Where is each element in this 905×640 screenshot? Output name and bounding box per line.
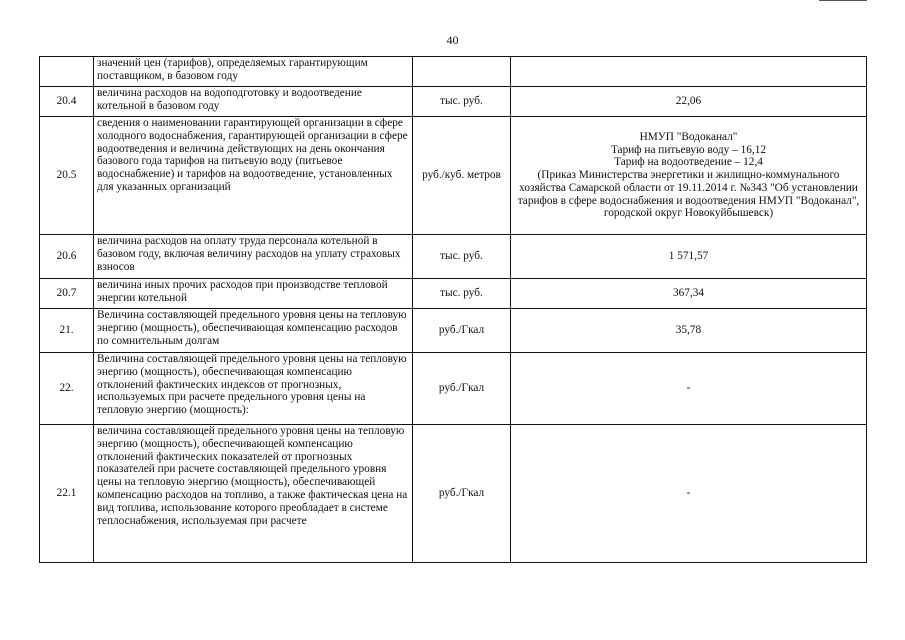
order-reference: (Приказ Министерства энергетики и жилищно-коммунального хозяйства Самарской области от 19.11.2014 г. №343 "Об установлении тарифов в сфере водоснабжения и водоотведения НМУП "Водоканал", городской округ Новокуйбышевск) [517, 169, 860, 220]
table-row [40, 117, 867, 235]
row-number: 20.6 [40, 235, 94, 279]
row-unit: руб./Гкал [413, 425, 511, 563]
row-unit: руб./Гкал [413, 309, 511, 353]
row-number [40, 57, 94, 87]
table-row [40, 87, 867, 117]
tariff-table [39, 56, 867, 563]
drinking-water-tariff: Тариф на питьевую воду – 16,12 [610, 143, 767, 156]
row-unit: тыс. руб. [413, 235, 511, 279]
row-description: величина расходов на водоподготовку и водоотведение котельной в базовом году [94, 87, 413, 117]
row-value: 1 571,57 [511, 235, 867, 279]
table-row [40, 425, 867, 563]
row-number: 20.7 [40, 279, 94, 309]
row-value: - [511, 425, 867, 563]
row-number: 21. [40, 309, 94, 353]
table-row [40, 309, 867, 353]
table-row [40, 235, 867, 279]
row-unit [413, 57, 511, 87]
row-value: 22,06 [511, 87, 867, 117]
row-description: Величина составляющей предельного уровня цены на тепловую энергию (мощность), обеспечивающая компенсацию отклонений фактических индексов от прогнозных, используемых при расчете предельного уровня цены на тепловую энергию (мощность): [94, 353, 413, 425]
row-unit: тыс. руб. [413, 279, 511, 309]
row-value [511, 117, 867, 235]
table-row [40, 353, 867, 425]
row-description: величина иных прочих расходов при производстве тепловой энергии котельной [94, 279, 413, 309]
row-number: 20.5 [40, 117, 94, 235]
row-value: 35,78 [511, 309, 867, 353]
row-value: - [511, 353, 867, 425]
row-unit: руб./куб. метров [413, 117, 511, 235]
row-value: 367,34 [511, 279, 867, 309]
row-unit: руб./Гкал [413, 353, 511, 425]
table-row [40, 279, 867, 309]
row-description: сведения о наименовании гарантирующей организации в сфере холодного водоснабжения, гарантирующей организации в сфере водоотведения и величина действующих на день окончания базового года тарифов на питьевую воду (питьевое водоснабжение) и тарифов на водоотведение, установленных для указанных организаций [94, 117, 413, 235]
table-row [40, 57, 867, 87]
wastewater-tariff: Тариф на водоотведение – 12,4 [614, 156, 763, 169]
row-number: 20.4 [40, 87, 94, 117]
row-description: величина расходов на оплату труда персонала котельной в базовом году, включая величину расходов на уплату страховых взносов [94, 235, 413, 279]
page-number: 40 [446, 33, 459, 47]
row-number: 22.1 [40, 425, 94, 563]
row-number: 22. [40, 353, 94, 425]
row-description: величина составляющей предельного уровня цены на тепловую энергию (мощность), обеспечивающей компенсацию отклонений фактических показателей от прогнозных показателей при расчете составляющей предельного уровня цены на тепловую энергию (мощность), обеспечивающей компенсацию расходов на топливо, а также фактическая цена на вид топлива, использование которого преобладает в системе теплоснабжения, используемая при расчете [94, 425, 413, 563]
scan-edge-mark [819, 0, 867, 1]
supplier-name: НМУП "Водоканал" [639, 130, 738, 143]
row-description: значений цен (тарифов), определяемых гарантирующим поставщиком, в базовом году [94, 57, 413, 87]
row-unit: тыс. руб. [413, 87, 511, 117]
row-value [511, 57, 867, 87]
row-description: Величина составляющей предельного уровня цены на тепловую энергию (мощность), обеспечивающая компенсацию расходов по сомнительным долгам [94, 309, 413, 353]
